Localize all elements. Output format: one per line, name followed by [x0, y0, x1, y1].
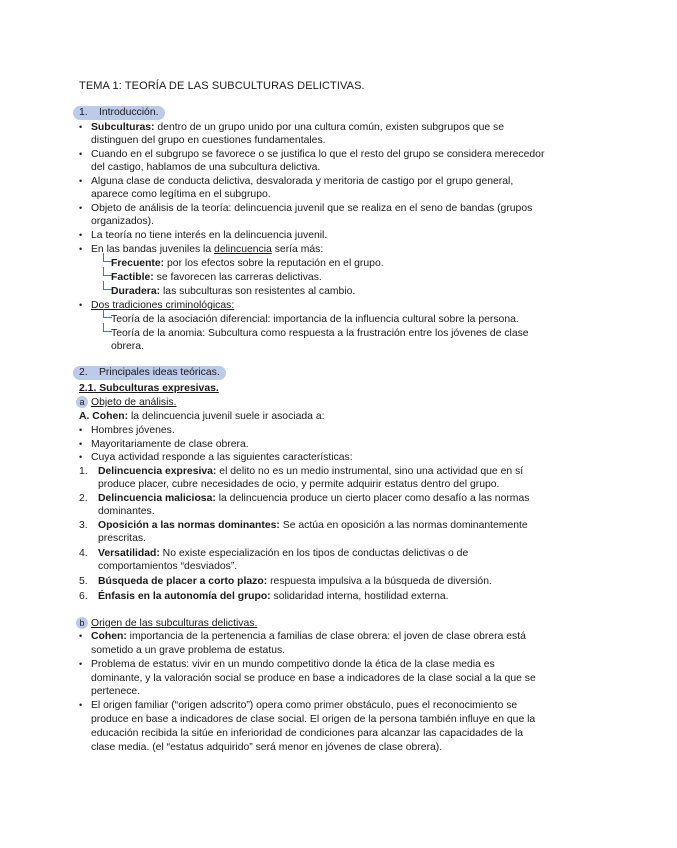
sub-item-text: se favorecen las carreras delictivas.	[153, 272, 322, 283]
bold-term: Delincuencia expresiva:	[98, 466, 217, 477]
item-text: respuesta impulsiva a la búsqueda de diversión.	[267, 576, 492, 587]
bullet-text: Mayoritariamente de clase obrera.	[91, 439, 249, 450]
list-number: 3.	[79, 520, 88, 531]
bullet-text: Problema de estatus: vivir en un mundo competitivo donde la ética de la clase media es	[91, 659, 495, 670]
list-number: 4.	[79, 548, 88, 559]
bullet-icon: •	[79, 439, 83, 449]
item-text-cont: produce placer, cubre necesidades de ocio, y permite adquirir estatus dentro del grupo.	[98, 479, 500, 490]
numbered-item-2	[98, 492, 588, 505]
bold-term: Énfasis en la autonomía del grupo:	[98, 591, 271, 602]
section-2-number: 2.	[79, 367, 88, 378]
subheading-a	[76, 396, 176, 409]
bullet-icon: •	[79, 631, 83, 641]
bullet-text	[91, 299, 611, 312]
bold-term: Cohen:	[92, 411, 129, 422]
underlined-term: delincuencia	[214, 244, 272, 255]
section-1-highlight	[73, 106, 165, 120]
numbered-item-3	[98, 519, 588, 532]
sub-item-text: por los efectos sobre la reputación en el grupo.	[164, 258, 384, 269]
bullet-text-pre: En las bandas juveniles la	[91, 244, 215, 255]
letter-badge-b: b	[76, 617, 88, 629]
list-number: 1.	[79, 466, 88, 477]
bullet-text: La teoría no tiene interés en la delincuencia juvenil.	[91, 230, 328, 241]
section-2-label: Principales ideas teóricas.	[99, 367, 220, 378]
bold-term: Duradera:	[111, 286, 161, 297]
bullet-icon: •	[79, 122, 83, 132]
cohen-line	[79, 410, 324, 423]
numbered-item-1	[98, 465, 588, 478]
bullet-icon: •	[79, 452, 83, 462]
bold-term: Oposición a las normas dominantes:	[98, 520, 280, 531]
bullet-text-cont: sometido a un grave problema de estatus.	[91, 645, 286, 656]
origin-bullet-cohen	[91, 630, 611, 643]
bold-term: Cohen:	[91, 631, 127, 642]
section-2-heading	[73, 366, 226, 380]
sub-item-anomia: Teoría de la anomia: Subcultura como respuesta a la frustración entre los jóvenes de clase	[111, 328, 529, 339]
bold-term: Frecuente:	[111, 258, 165, 269]
letter-badge-a: a	[76, 396, 88, 408]
sub-item-asociacion: Teoría de la asociación diferencial: importancia de la influencia cultural sobre la persona.	[111, 314, 519, 325]
bullet-icon: •	[79, 149, 83, 159]
list-number: 5.	[79, 576, 88, 587]
section-1-label: Introducción.	[99, 107, 159, 118]
bold-term: Versatilidad:	[98, 548, 160, 559]
bullet-icon: •	[79, 700, 83, 710]
bullet-text-cont: produce en base a indicadores de clase social. El origen de la persona también influye en que la	[91, 714, 536, 725]
bullet-icon: •	[79, 300, 83, 310]
bullet-icon: •	[79, 176, 83, 186]
bullet-text-cont: del castigo, hablamos de una subcultura delictiva.	[91, 162, 321, 173]
intro-bullet-subculturas	[91, 121, 611, 134]
numbered-item-5	[98, 575, 588, 588]
bullet-text: dentro de un grupo unido por una cultura común, existen subgrupos que se	[154, 122, 504, 133]
section-2-highlight	[73, 366, 226, 380]
bullet-icon: •	[79, 203, 83, 213]
cohen-text: la delincuencia juvenil suele ir asociada a:	[128, 411, 325, 422]
item-text: Se actúa en oposición a las normas dominantemente	[279, 520, 528, 531]
subsection-heading: 2.1. Subculturas expresivas.	[79, 383, 219, 394]
bold-term: Delincuencia maliciosa:	[98, 493, 216, 504]
item-text-cont: comportamientos “desviados”.	[98, 561, 238, 572]
bullet-text: Alguna clase de conducta delictiva, desvalorada y meritoria de castigo por el grupo general,	[91, 176, 514, 187]
sub-item-factible	[111, 271, 591, 284]
numbered-item-6	[98, 590, 588, 603]
sub-item-cont: obrera.	[111, 341, 144, 352]
bullet-text	[91, 243, 611, 256]
item-text-cont: dominantes.	[98, 506, 155, 517]
bullet-text-cont: pertenece.	[91, 686, 141, 697]
section-1-number: 1.	[79, 107, 88, 118]
subheading-b-label: Origen de las subculturas delictivas.	[91, 618, 258, 629]
cohen-prefix: A.	[79, 411, 90, 422]
sub-item-duradera	[111, 285, 591, 298]
bullet-text: Objeto de análisis de la teoría: delincuencia juvenil que se realiza en el seno de bandas (grupos	[91, 203, 533, 214]
sub-item-text: las subculturas son resistentes al cambio.	[160, 286, 356, 297]
sub-item-frecuente	[111, 257, 591, 270]
section-1-heading	[73, 106, 165, 120]
bullet-text-cont: clase media. (el “estatus adquirido” será menor en jóvenes de clase obrera).	[91, 742, 443, 753]
bullet-text-post: sería más:	[271, 244, 324, 255]
page-title: TEMA 1: TEORÍA DE LAS SUBCULTURAS DELICTIVAS.	[79, 80, 365, 92]
bullet-text-cont: dominante, y la valoración social se produce en base a indicadores de la clase social a la que se	[91, 673, 536, 684]
list-number: 2.	[79, 493, 88, 504]
bullet-icon: •	[79, 659, 83, 669]
bullet-text-cont: aparece como legítima en el subgrupo.	[91, 189, 271, 200]
subheading-b	[76, 617, 257, 630]
bullet-text: Cuando en el subgrupo se favorece o se justifica lo que el resto del grupo se considera merecedor	[91, 149, 545, 160]
item-text: No existe especialización en los tipos de conductas delictivas o de	[159, 548, 469, 559]
bullet-icon: •	[79, 244, 83, 254]
bullet-text: importancia de la pertenencia a familias de clase obrera: el joven de clase obrera está	[126, 631, 526, 642]
bullet-text: Cuya actividad responde a las siguientes características:	[91, 452, 353, 463]
numbered-item-4	[98, 547, 588, 560]
bullet-text-cont: educación recibida la sitúe en inferioridad de condiciones para alcanzar las capacidades de la	[91, 728, 524, 739]
item-text-cont: prescritas.	[98, 533, 146, 544]
list-number: 6.	[79, 591, 88, 602]
subheading-a-label: Objeto de análisis.	[91, 397, 177, 408]
bold-term: Subculturas:	[91, 122, 155, 133]
bullet-text: Hombres jóvenes.	[91, 425, 175, 436]
bullet-text-cont: distinguen del grupo en cuestiones fundamentales.	[91, 135, 326, 146]
underlined-term: Dos tradiciones criminológicas:	[91, 300, 235, 311]
bullet-text-cont: organizados).	[91, 216, 154, 227]
bullet-icon: •	[79, 230, 83, 240]
item-text: la delincuencia produce un cierto placer como desafío a las normas	[215, 493, 530, 504]
item-text: el delito no es un medio instrumental, sino una actividad que en sí	[216, 466, 524, 477]
bullet-text: El origen familiar (“origen adscrito”) opera como primer obstáculo, pues el reconocimiento se	[91, 700, 518, 711]
item-text: solidaridad interna, hostilidad externa.	[270, 591, 449, 602]
bold-term: Factible:	[111, 272, 154, 283]
bold-term: Búsqueda de placer a corto plazo:	[98, 576, 268, 587]
bullet-icon: •	[79, 425, 83, 435]
